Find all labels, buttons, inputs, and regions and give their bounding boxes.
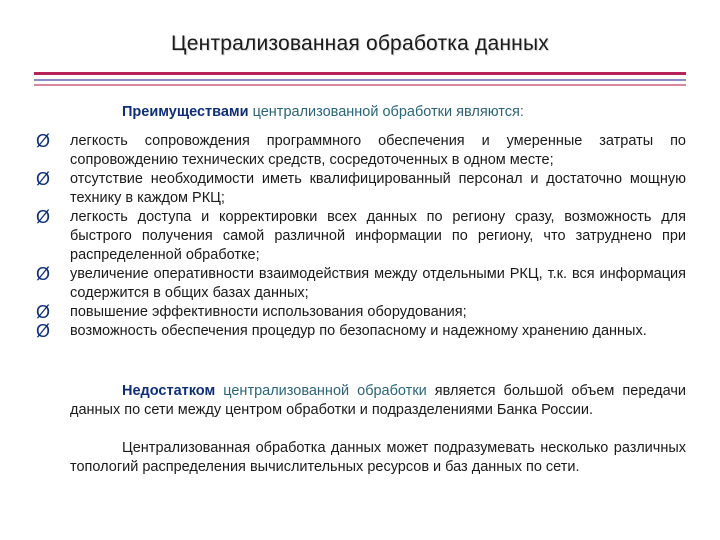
list-item: [36, 208, 686, 265]
advantages-list: [36, 132, 686, 341]
arrow-bullet-icon: Ø: [36, 207, 51, 227]
advantages-intro-text: централизованной обработки являются:: [248, 104, 524, 120]
advantages-keyword: Преимуществами: [122, 104, 249, 120]
slide-title: Централизованная обработка данных: [171, 32, 549, 55]
arrow-bullet-icon: Ø: [36, 264, 51, 284]
list-item-text: легкость доступа и корректировки всех данных по региону сразу, возможность для быстрого получения самой различной информации по региону, что затруднено при распределенной обработке;: [70, 209, 686, 263]
title-divider-middle: [34, 79, 686, 81]
list-item-text: возможность обеспечения процедур по безопасному и надежному хранению данных.: [70, 323, 647, 339]
list-item: [36, 170, 686, 208]
title-divider-bottom: [34, 84, 686, 86]
drawback-text: является большой объем передачи данных по сети между центром обработки и подразделениями Банка России.: [70, 383, 686, 418]
closing-paragraph: Централизованная обработка данных может подразумевать несколько различных топологий распределения вычислительных ресурсов и баз данных по сети.: [70, 440, 686, 475]
drawback-keyword: Недостатком: [122, 383, 216, 399]
list-item: [36, 303, 686, 322]
drawback-paragraph: [70, 382, 686, 420]
arrow-bullet-icon: Ø: [36, 321, 51, 341]
list-item: [36, 265, 686, 303]
drawback-highlight: централизованной обработки: [215, 383, 427, 399]
arrow-bullet-icon: Ø: [36, 169, 51, 189]
list-item: [36, 322, 686, 341]
arrow-bullet-icon: Ø: [36, 302, 51, 322]
title-divider-top: [34, 72, 686, 75]
arrow-bullet-icon: Ø: [36, 131, 51, 151]
list-item-text: легкость сопровождения программного обеспечения и умеренные затраты по сопровождению технических средств, сосредоточенных в одном месте;: [70, 133, 686, 168]
advantages-intro: [122, 104, 524, 120]
list-item-text: увеличение оперативности взаимодействия между отдельными РКЦ, т.к. вся информация содержится в общих базах данных;: [70, 266, 686, 301]
list-item: [36, 132, 686, 170]
list-item-text: повышение эффективности использования оборудования;: [70, 304, 467, 320]
list-item-text: отсутствие необходимости иметь квалифицированный персонал и достаточно мощную технику в каждом РКЦ;: [70, 171, 686, 206]
